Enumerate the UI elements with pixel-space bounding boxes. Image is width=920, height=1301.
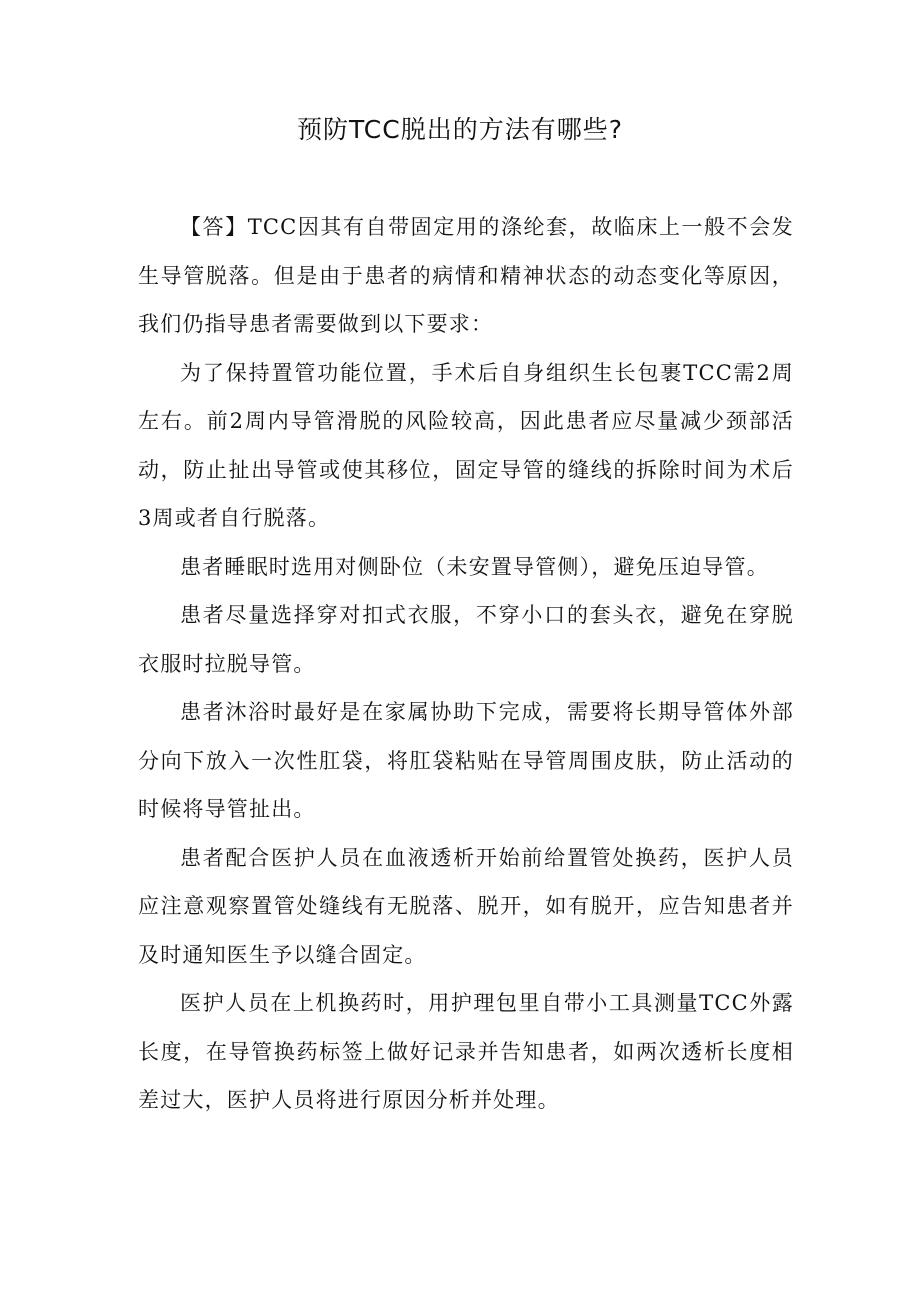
paragraph-bathing: 患者沐浴时最好是在家属协助下完成，需要将长期导管体外部分向下放入一次性肛袋，将肛袋粘贴在导管周围皮肤，防止活动的时候将导管扯出。 bbox=[138, 700, 794, 821]
paragraph-sleep: 患者睡眠时选用对侧卧位（未安置导管侧），避免压迫导管。 bbox=[180, 554, 769, 579]
paragraph-position: 为了保持置管功能位置，手术后自身组织生长包裹TCC需2周左右。前2周内导管滑脱的风险较高，因此患者应尽量减少颈部活动，防止扯出导管或使其移位，固定导管的缝线的拆除时间为术后3周或者自行脱落。 bbox=[138, 360, 794, 530]
paragraph-answer-intro: 【答】TCC因其有自带固定用的涤纶套，故临床上一般不会发生导管脱落。但是由于患者的病情和精神状态的动态变化等原因，我们仍指导患者需要做到以下要求： bbox=[138, 215, 794, 336]
paragraph-measurement: 医护人员在上机换药时，用护理包里自带小工具测量TCC外露长度，在导管换药标签上做好记录并告知患者，如两次透析长度相差过大，医护人员将进行原因分析并处理。 bbox=[138, 991, 794, 1112]
paragraph-clothing: 患者尽量选择穿对扣式衣服，不穿小口的套头衣，避免在穿脱衣服时拉脱导管。 bbox=[138, 603, 794, 676]
paragraph-dressing-change: 患者配合医护人员在血液透析开始前给置管处换药，医护人员应注意观察置管处缝线有无脱落、脱开，如有脱开，应告知患者并及时通知医生予以缝合固定。 bbox=[138, 845, 794, 967]
document-body bbox=[138, 203, 794, 1125]
document-title: 预防TCC脱出的方法有哪些? bbox=[297, 115, 623, 144]
